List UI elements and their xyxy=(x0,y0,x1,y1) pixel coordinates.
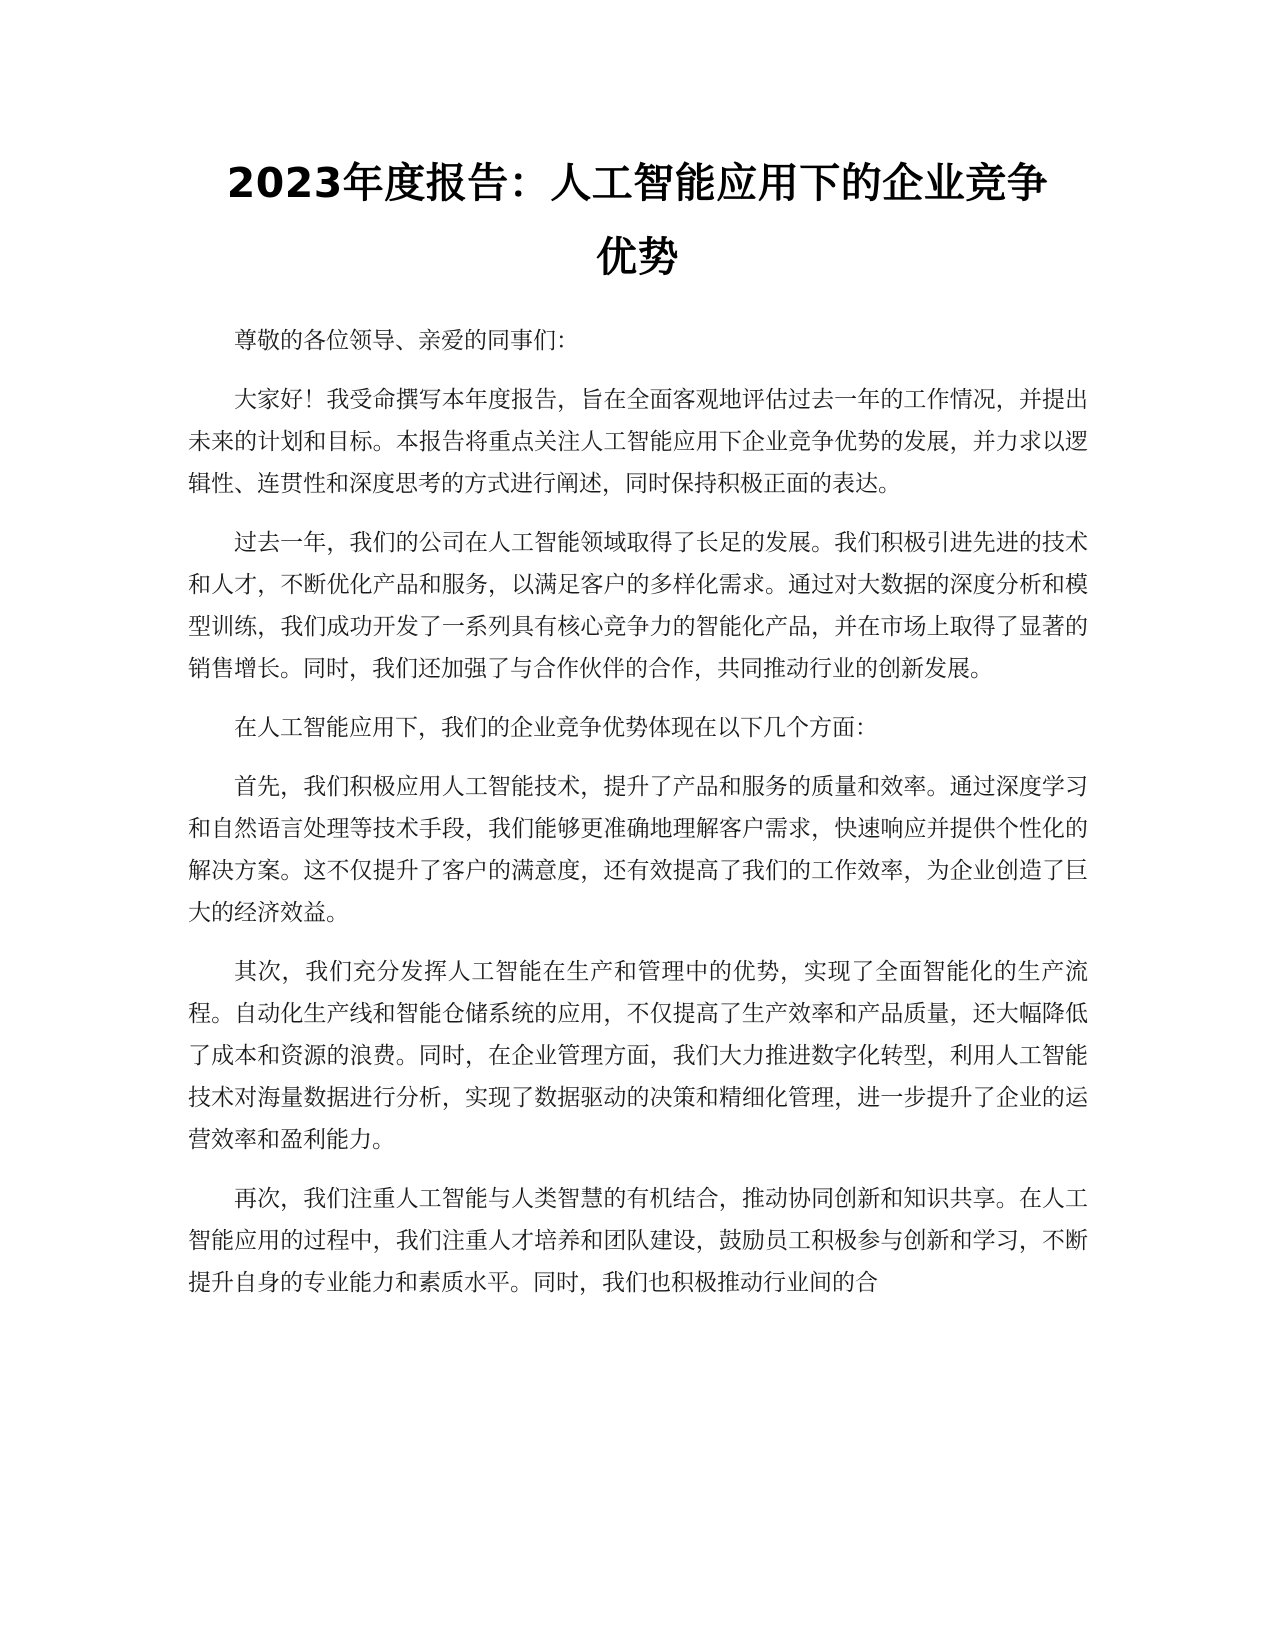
second-point-paragraph: 其次，我们充分发挥人工智能在生产和管理中的优势，实现了全面智能化的生产流程。自动化生产线和智能仓储系统的应用，不仅提高了生产效率和产品质量，还大幅降低了成本和资源的浪费。同时，在企业管理方面，我们大力推进数字化转型，利用人工智能技术对海量数据进行分析，实现了数据驱动的决策和精细化管理，进一步提升了企业的运营效率和盈利能力。 xyxy=(188,959,1088,1153)
intro-paragraph: 大家好！我受命撰写本年度报告，旨在全面客观地评估过去一年的工作情况，并提出未来的计划和目标。本报告将重点关注人工智能应用下企业竞争优势的发展，并力求以逻辑性、连贯性和深度思考的方式进行阐述，同时保持积极正面的表达。 xyxy=(188,387,1088,497)
document-title xyxy=(150,146,1125,294)
document-body xyxy=(188,320,1088,1321)
title-line-1: 2023年度报告：人工智能应用下的企业竞争 xyxy=(226,159,1049,207)
third-point-paragraph: 再次，我们注重人工智能与人类智慧的有机结合，推动协同创新和知识共享。在人工智能应用的过程中，我们注重人才培养和团队建设，鼓励员工积极参与创新和学习，不断提升自身的专业能力和素质水平。同时，我们也积极推动行业间的合 xyxy=(188,1186,1088,1296)
advantages-lead-paragraph: 在人工智能应用下，我们的企业竞争优势体现在以下几个方面： xyxy=(234,715,878,741)
salutation-paragraph: 尊敬的各位领导、亲爱的同事们： xyxy=(234,328,579,354)
review-paragraph: 过去一年，我们的公司在人工智能领域取得了长足的发展。我们积极引进先进的技术和人才，不断优化产品和服务，以满足客户的多样化需求。通过对大数据的深度分析和模型训练，我们成功开发了一系列具有核心竞争力的智能化产品，并在市场上取得了显著的销售增长。同时，我们还加强了与合作伙伴的合作，共同推动行业的创新发展。 xyxy=(188,530,1088,682)
title-line-2: 优势 xyxy=(596,233,679,281)
first-point-paragraph: 首先，我们积极应用人工智能技术，提升了产品和服务的质量和效率。通过深度学习和自然语言处理等技术手段，我们能够更准确地理解客户需求，快速响应并提供个性化的解决方案。这不仅提升了客户的满意度，还有效提高了我们的工作效率，为企业创造了巨大的经济效益。 xyxy=(188,774,1088,926)
